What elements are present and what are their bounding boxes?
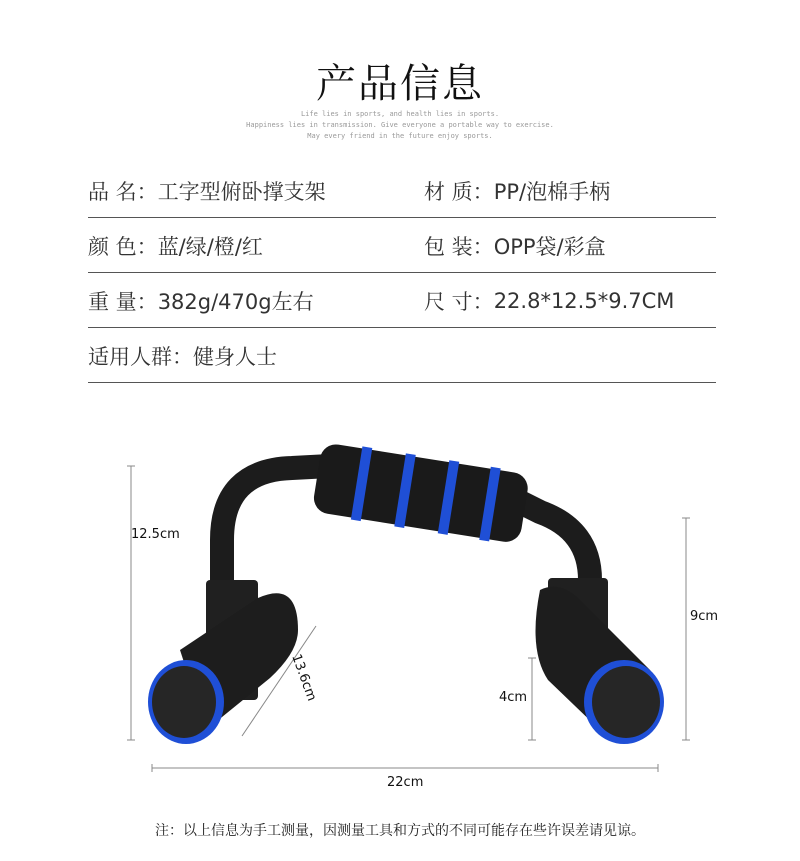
right-foot-cap — [592, 666, 660, 738]
left-foot-cap — [152, 666, 216, 738]
spec-item-audience — [88, 341, 424, 371]
spec-item-material — [424, 176, 610, 206]
spec-value: PP/泡棉手柄 — [493, 179, 611, 204]
spec-item-weight — [88, 286, 424, 316]
spec-value: 蓝/绿/橙/红 — [157, 234, 263, 259]
page-title: 产品信息 — [316, 61, 484, 107]
spec-item-name — [88, 176, 424, 206]
product-diagram — [0, 430, 800, 790]
slogan-line-1: Life lies in sports, and health lies in sports. — [300, 110, 500, 118]
spec-label: 品 名： — [88, 179, 158, 204]
dim-label-depth: 13.6cm — [288, 652, 320, 704]
push-up-bar-illustration — [0, 430, 800, 790]
spec-label: 材 质： — [424, 179, 494, 204]
spec-row — [88, 329, 716, 383]
spec-value: 工字型俯卧撑支架 — [157, 179, 326, 204]
spec-label: 包 装： — [424, 234, 494, 259]
spec-row — [88, 219, 716, 273]
dim-label-height-side: 9cm — [690, 609, 719, 624]
spec-item-color — [88, 231, 424, 261]
slogan-line-3: May every friend in the future enjoy sports. — [307, 132, 493, 140]
spec-row — [88, 274, 716, 328]
dim-label-foot-height: 4cm — [499, 690, 528, 705]
spec-label: 适用人群： — [88, 344, 193, 369]
dim-label-height-total: 12.5cm — [131, 527, 180, 542]
slogan-text — [0, 109, 800, 142]
measurement-note: 注：以上信息为手工测量，因测量工具和方式的不同可能存在些许误差请见谅。 — [155, 823, 645, 839]
dim-label-width: 22cm — [387, 775, 424, 790]
spec-item-packaging — [424, 231, 606, 261]
slogan-line-2: Happiness lies in transmission. Give everyone a portable way to exercise. — [246, 121, 554, 129]
spec-table — [88, 164, 716, 384]
spec-value: OPP袋/彩盒 — [493, 234, 606, 259]
spec-value: 382g/470g左右 — [157, 289, 314, 314]
spec-label: 重 量： — [88, 289, 158, 314]
top-grip — [311, 440, 530, 546]
spec-value: 健身人士 — [193, 344, 277, 369]
spec-label: 尺 寸： — [424, 289, 494, 314]
spec-label: 颜 色： — [88, 234, 158, 259]
spec-value: 22.8*12.5*9.7CM — [493, 288, 675, 313]
spec-row — [88, 164, 716, 218]
spec-item-size — [424, 286, 674, 316]
